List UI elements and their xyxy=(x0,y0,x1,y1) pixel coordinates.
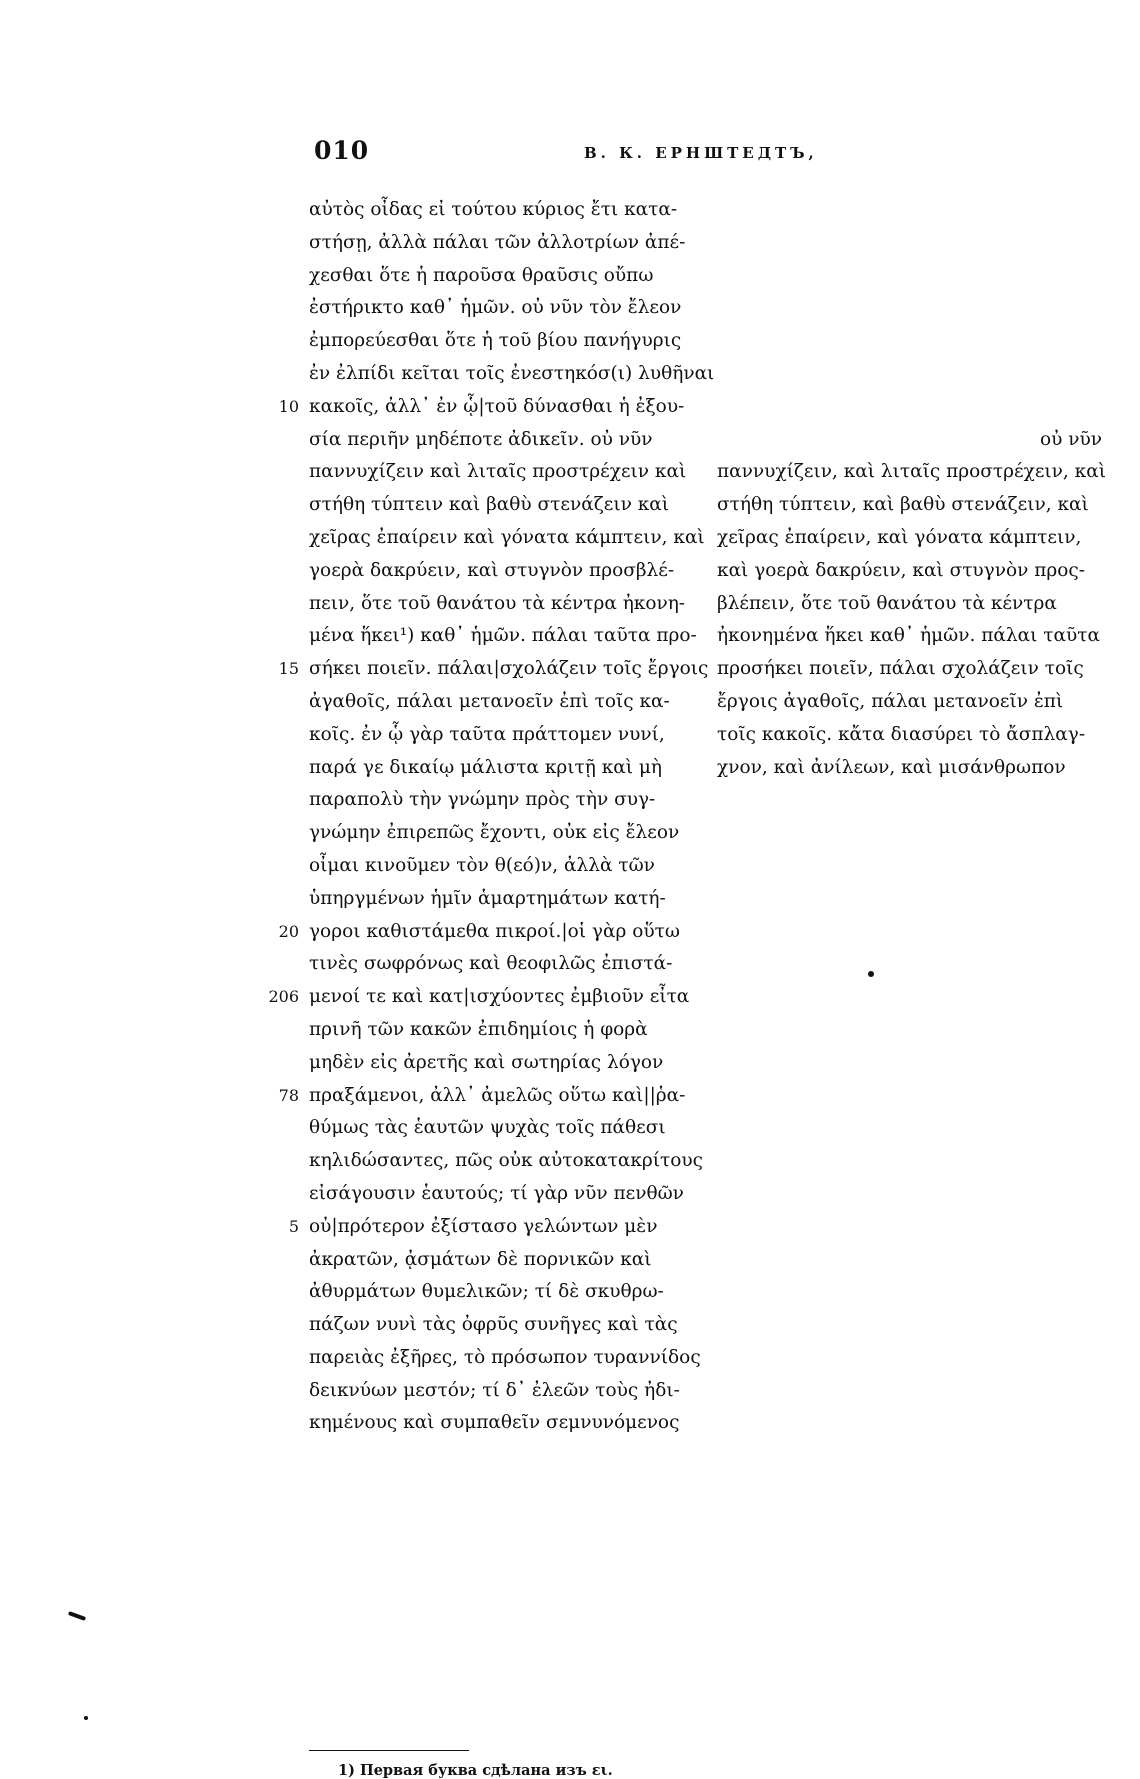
line-text: γοροι καθιστάμεθα πικροί.|οἱ γὰρ οὕτω xyxy=(309,920,680,942)
line-text: ἐν ἐλπίδι κεῖται τοῖς ἐνεστηκόσ(ι) λυθῆναι xyxy=(309,362,715,384)
line-text: αὐτὸς οἶδας εἰ τούτου κύριος ἔτι κατα- xyxy=(309,199,678,220)
text-line xyxy=(309,1244,699,1277)
parallel-line: παννυχίζειν, καὶ λιταῖς προστρέχειν, καὶ xyxy=(717,461,1106,483)
text-line xyxy=(278,653,709,686)
text-line xyxy=(309,784,699,817)
text-line xyxy=(309,424,699,457)
line-text: παννυχίζειν καὶ λιταῖς προστρέχειν καὶ xyxy=(309,461,687,483)
parallel-line: στήθη τύπτειν, καὶ βαθὺ στενάζειν, καὶ xyxy=(717,494,1089,516)
parallel-line: προσήκει ποιεῖν, πάλαι σχολάζειν τοῖς xyxy=(717,658,1084,680)
parallel-line: οὐ νῦν xyxy=(1039,428,1102,450)
text-line xyxy=(309,883,699,916)
greek-text-column xyxy=(268,194,715,1440)
line-number: 5 xyxy=(288,1216,299,1236)
parallel-line: ἠκονημένα ἥκει καθ᾽ ἡμῶν. πάλαι ταῦτα xyxy=(717,625,1100,647)
text-line xyxy=(309,1047,699,1080)
text-line xyxy=(278,1080,699,1113)
line-number: 78 xyxy=(278,1085,299,1105)
line-text: μένα ἥκει¹) καθ᾽ ἡμῶν. πάλαι ταῦτα προ- xyxy=(309,625,697,647)
parallel-line: βλέπειν, ὅτε τοῦ θανάτου τὰ κέντρα xyxy=(717,592,1057,614)
text-line xyxy=(309,522,705,555)
line-text: μενοί τε καὶ κατ|ισχύοντες ἐμβιοῦν εἶτα xyxy=(309,986,690,1008)
text-line xyxy=(309,752,699,785)
text-line xyxy=(309,620,699,653)
line-text: σία περιῆν μηδέποτε ἀδικεῖν. οὐ νῦν xyxy=(309,428,653,450)
line-text: κημένους καὶ συμπαθεῖν σεμνυνόμενος xyxy=(309,1412,680,1434)
line-text: στήθη τύπτειν καὶ βαθὺ στενάζειν καὶ xyxy=(309,494,670,516)
line-text: μηδὲν εἰς ἀρετῆς καὶ σωτηρίας λόγον xyxy=(309,1051,664,1073)
line-text: πειν, ὅτε τοῦ θανάτου τὰ κέντρα ἠκονη- xyxy=(309,592,686,614)
text-line xyxy=(309,260,699,293)
text-line xyxy=(309,489,699,522)
parallel-line: ἔργοις ἀγαθοῖς, πάλαι μετανοεῖν ἐπὶ xyxy=(717,690,1064,712)
line-text: χεσθαι ὅτε ἡ παροῦσα θραῦσις οὔπω xyxy=(309,264,654,286)
line-text: παραπολὺ τὴν γνώμην πρὸς τὴν συγ- xyxy=(309,789,656,811)
text-line xyxy=(309,1342,699,1375)
line-text: ἀκρατῶν, ᾀσμάτων δὲ πορνικῶν καὶ xyxy=(309,1248,652,1270)
line-text: ἀθυρμάτων θυμελικῶν; τί δὲ σκυθρω- xyxy=(309,1281,664,1303)
line-text: σήκει ποιεῖν. πάλαι|σχολάζειν τοῖς ἔργοις xyxy=(309,658,709,680)
line-number: 10 xyxy=(278,396,299,416)
parallel-line: χεῖρας ἐπαίρειν, καὶ γόνατα κάμπτειν, xyxy=(717,526,1082,548)
line-text: εἰσάγουσιν ἑαυτούς; τί γὰρ νῦν πενθῶν xyxy=(309,1182,684,1204)
line-text: ἐμπορεύεσθαι ὅτε ἡ τοῦ βίου πανήγυρις xyxy=(309,330,682,352)
line-text: πραξάμενοι, ἀλλ᾽ ἀμελῶς οὕτω καὶ||ῥα- xyxy=(309,1084,686,1106)
text-line xyxy=(278,391,699,424)
scan-speck xyxy=(84,1716,88,1720)
line-text: παρειὰς ἐξῆρες, τὸ πρόσωπον τυραννίδος xyxy=(309,1346,701,1368)
line-text: θύμως τὰς ἑαυτῶν ψυχὰς τοῖς πάθεσι xyxy=(309,1117,666,1139)
parallel-text-column xyxy=(717,424,1106,785)
line-number: 206 xyxy=(268,987,299,1007)
line-text: κακοῖς, ἀλλ᾽ ἐν ᾧ|τοῦ δύνασθαι ἡ ἐξου- xyxy=(309,395,685,417)
text-line xyxy=(309,194,699,227)
text-line xyxy=(288,1211,699,1244)
line-text: γνώμην ἐπιρεπῶς ἔχοντι, οὐκ εἰς ἔλεον xyxy=(309,822,680,844)
line-text: δεικνύων μεστόν; τί δ᾽ ἐλεῶν τοὺς ἠδι- xyxy=(309,1379,680,1401)
line-text: πρινῆ τῶν κακῶν ἐπιδημίοις ἡ φορὰ xyxy=(309,1018,648,1040)
text-line xyxy=(309,1014,699,1047)
text-line xyxy=(309,817,699,850)
text-line xyxy=(309,1375,699,1408)
text-line xyxy=(309,719,699,752)
text-line xyxy=(309,948,699,981)
footnote: 1) Первая буква сдѣлана изъ ει. xyxy=(338,1762,613,1779)
line-text: οὐ|πρότερον ἐξίστασο γελώντων μὲν xyxy=(309,1215,658,1237)
line-number: 20 xyxy=(278,921,299,941)
parallel-line: χνον, καὶ ἀνίλεων, καὶ μισάνθρωπον xyxy=(717,756,1066,778)
page-number: 010 xyxy=(314,136,370,165)
line-text: πάζων νυνὶ τὰς ὀφρῦς συνῆγες καὶ τὰς xyxy=(309,1314,678,1336)
text-line xyxy=(309,850,699,883)
text-line xyxy=(309,456,699,489)
text-line xyxy=(309,588,699,621)
line-text: στήσῃ, ἀλλὰ πάλαι τῶν ἀλλοτρίων ἀπέ- xyxy=(309,231,686,253)
line-text: χεῖρας ἐπαίρειν καὶ γόνατα κάμπτειν, καὶ xyxy=(309,526,705,548)
text-line xyxy=(309,1145,704,1178)
scan-speck xyxy=(68,1611,86,1621)
text-line xyxy=(309,325,699,358)
text-line xyxy=(268,981,699,1014)
text-line xyxy=(309,1309,699,1342)
line-text: ἀγαθοῖς, πάλαι μετανοεῖν ἐπὶ τοῖς κα- xyxy=(309,690,670,712)
line-number: 15 xyxy=(278,659,299,679)
text-line xyxy=(309,358,715,391)
scan-speck xyxy=(868,971,874,977)
text-line xyxy=(309,555,699,588)
text-line xyxy=(309,1276,699,1309)
parallel-line: τοῖς κακοῖς. κἄτα διασύρει τὸ ἄσπλαγ- xyxy=(717,723,1086,745)
text-line xyxy=(278,916,699,949)
line-text: γοερὰ δακρύειν, καὶ στυγνὸν προσβλέ- xyxy=(309,559,675,581)
text-line xyxy=(309,1112,699,1145)
line-text: ἐστήρικτο καθ᾽ ἡμῶν. οὐ νῦν τὸν ἔλεον xyxy=(309,297,682,319)
text-line xyxy=(309,292,699,325)
line-text: παρά γε δικαίῳ μάλιστα κριτῇ καὶ μὴ xyxy=(309,756,663,778)
line-text: κηλιδώσαντες, πῶς οὐκ αὐτοκατακρίτους xyxy=(309,1150,704,1172)
footnote-divider xyxy=(309,1750,469,1751)
line-text: τινὲς σωφρόνως καὶ θεοφιλῶς ἐπιστά- xyxy=(309,953,673,975)
text-line xyxy=(309,1407,699,1440)
parallel-line: καὶ γοερὰ δακρύειν, καὶ στυγνὸν προς- xyxy=(717,559,1086,581)
text-line xyxy=(309,686,699,719)
line-text: ὑπηργμένων ἡμῖν ἁμαρτημάτων κατή- xyxy=(309,887,666,909)
text-line xyxy=(309,227,699,260)
running-title: В. К. ЕРНШТЕДТЪ, xyxy=(584,144,818,162)
line-text: οἶμαι κινοῦμεν τὸν θ(εό)ν, ἀλλὰ τῶν xyxy=(309,854,655,876)
text-line xyxy=(309,1178,699,1211)
line-text: κοῖς. ἐν ᾧ γὰρ ταῦτα πράττομεν νυνί, xyxy=(309,723,665,745)
